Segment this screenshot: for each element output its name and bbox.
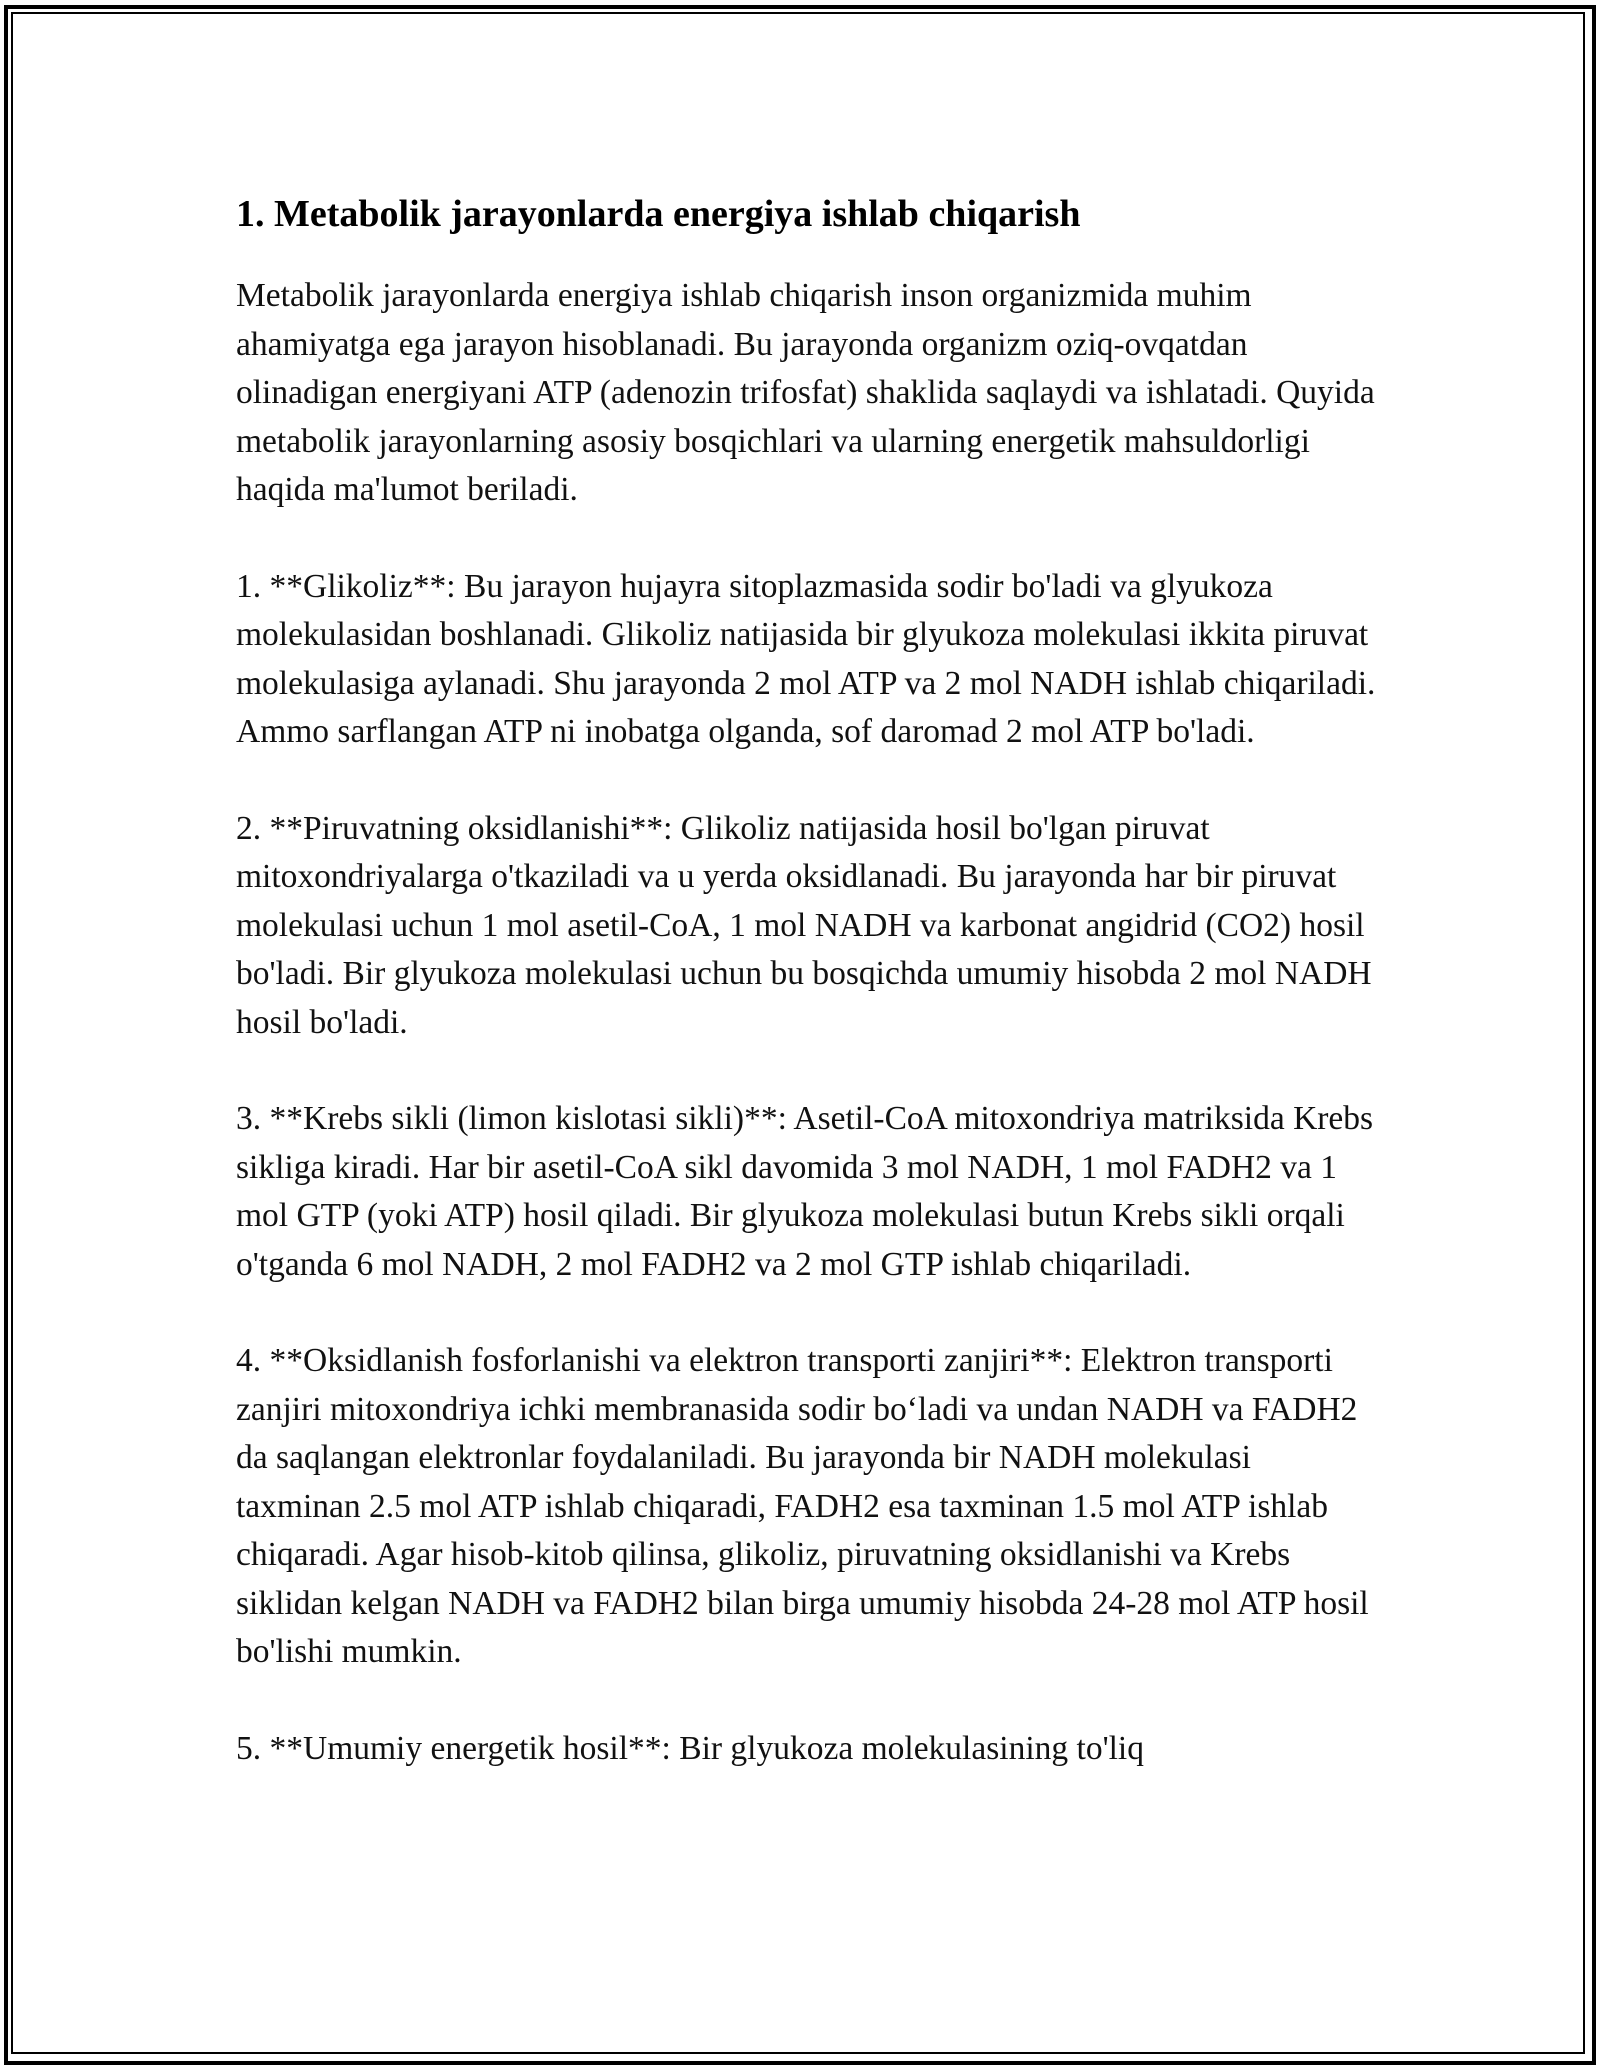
krebs-cycle-paragraph: 3. **Krebs sikli (limon kislotasi sikli)**: Asetil-CoA mitoxondriya matriksida Krebs sikliga kiradi. Har bir asetil-CoA sikl davomida 3 mol NADH, 1 mol FADH2 va 1 mol GTP (yoki ATP) hosil qiladi. Bir glyukoza molekulasi butun Krebs sikli orqali o'tganda 6 mol NADH, 2 mol FADH2 va 2 mol GTP ishlab chiqariladi. (236, 1100, 1374, 1283)
total-energy-paragraph: 5. **Umumiy energetik hosil**: Bir glyukoza molekulasining to'liq (236, 1729, 1144, 1767)
section-heading: 1. Metabolik jarayonlarda energiya ishlab chiqarish (236, 193, 1081, 235)
document-body (236, 186, 1376, 1821)
intro-paragraph: Metabolik jarayonlarda energiya ishlab chiqarish inson organizmida muhim ahamiyatga ega jarayon hisoblanadi. Bu jarayonda organizm oziq-ovqatdan olinadigan energiyani ATP (adenozin trifosfat) shaklida saqlaydi va ishlatadi. Quyida metabolik jarayonlarning asosiy bosqichlari va ularning energetik mahsuldorligi haqida ma'lumot beriladi. (236, 277, 1375, 508)
oxidative-phosphorylation-paragraph: 4. **Oksidlanish fosforlanishi va elektron transporti zanjiri**: Elektron transporti zanjiri mitoxondriya ichki membranasida sodir bo‘ladi va undan NADH va FADH2 da saqlangan elektronlar foydalaniladi. Bu jarayonda bir NADH molekulasi taxminan 2.5 mol ATP ishlab chiqaradi, FADH2 esa taxminan 1.5 mol ATP ishlab chiqaradi. Agar hisob-kitob qilinsa, glikoliz, piruvatning oksidlanishi va Krebs siklidan kelgan NADH va FADH2 bilan birga umumiy hisobda 24-28 mol ATP hosil bo'lishi mumkin. (236, 1342, 1369, 1670)
glycolysis-paragraph: 1. **Glikoliz**: Bu jarayon hujayra sitoplazmasida sodir bo'ladi va glyukoza molekulasidan boshlanadi. Glikoliz natijasida bir glyukoza molekulasi ikkita piruvat molekulasiga aylanadi. Shu jarayonda 2 mol ATP va 2 mol NADH ishlab chiqariladi. Ammo sarflangan ATP ni inobatga olganda, sof daromad 2 mol ATP bo'ladi. (236, 567, 1376, 750)
pyruvate-oxidation-paragraph: 2. **Piruvatning oksidlanishi**: Glikoliz natijasida hosil bo'lgan piruvat mitoxondriyalarga o'tkaziladi va u yerda oksidlanadi. Bu jarayonda har bir piruvat molekulasi uchun 1 mol asetil-CoA, 1 mol NADH va karbonat angidrid (CO2) hosil bo'ladi. Bir glyukoza molekulasi uchun bu bosqichda umumiy hisobda 2 mol NADH hosil bo'ladi. (236, 809, 1372, 1041)
